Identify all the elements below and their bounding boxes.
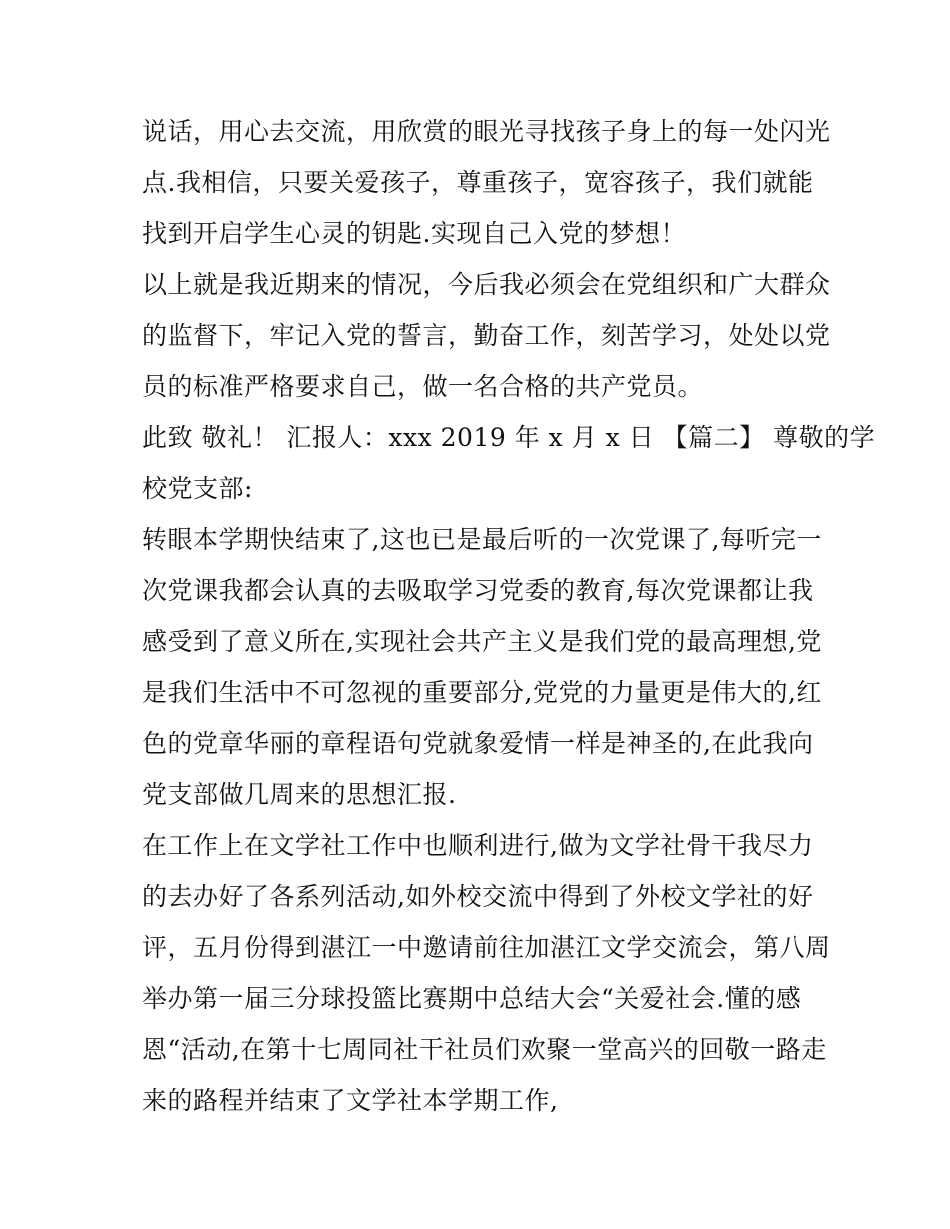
text-line: 此致 敬礼！ 汇报人：xxx 2019 年 x 月 x 日 【篇二】 尊敬的学 (142, 423, 876, 452)
paragraph-5 (142, 820, 831, 1126)
paragraph-1 (142, 106, 831, 259)
text-line: 在工作上在文学社工作中也顺利进行,做为文学社骨干我尽力 (142, 831, 814, 860)
paragraph-3-signature (142, 412, 876, 514)
text-line: 校党支部: (142, 474, 253, 503)
text-line: 转眼本学期快结束了,这也已是最后听的一次党课了,每听完一 (142, 525, 822, 554)
text-line: 恩“活动,在第十七周同社干社员们欢聚一堂高兴的回敬一路走 (142, 1035, 827, 1064)
text-line: 色的党章华丽的章程语句党就象爱情一样是神圣的,在此我向 (142, 729, 814, 758)
text-line: 是我们生活中不可忽视的重要部分,党党的力量更是伟大的,红 (142, 678, 822, 707)
text-line: 评，五月份得到湛江一中邀请前往加湛江文学交流会，第八周 (142, 933, 831, 962)
text-line: 点.我相信，只要关爱孩子，尊重孩子，宽容孩子，我们就能 (142, 168, 814, 197)
text-line: 说话，用心去交流，用欣赏的眼光寻找孩子身上的每一处闪光 (142, 117, 831, 146)
text-line: 次党课我都会认真的去吸取学习党委的教育,每次党课都让我 (142, 576, 814, 605)
text-line: 感受到了意义所在,实现社会共产主义是我们党的最高理想,党 (142, 627, 822, 656)
paragraph-2 (142, 259, 831, 412)
text-line: 的监督下，牢记入党的誓言，勤奋工作，刻苦学习，处处以党 (142, 321, 831, 350)
text-line: 员的标准严格要求自己，做一名合格的共产党员。 (142, 372, 704, 401)
text-line: 以上就是我近期来的情况，今后我必须会在党组织和广大群众 (142, 270, 831, 299)
document-body (142, 106, 876, 1126)
text-line: 的去办好了各系列活动,如外校交流中得到了外校文学社的好 (142, 882, 814, 911)
text-line: 党支部做几周来的思想汇报. (142, 780, 457, 809)
text-line: 找到开启学生心灵的钥匙.实现自己入党的梦想！ (142, 219, 686, 248)
text-line: 来的路程并结束了文学社本学期工作, (142, 1086, 559, 1115)
paragraph-4 (142, 514, 822, 820)
text-line: 举办第一届三分球投篮比赛期中总结大会“关爱社会.懂的感 (142, 984, 802, 1013)
